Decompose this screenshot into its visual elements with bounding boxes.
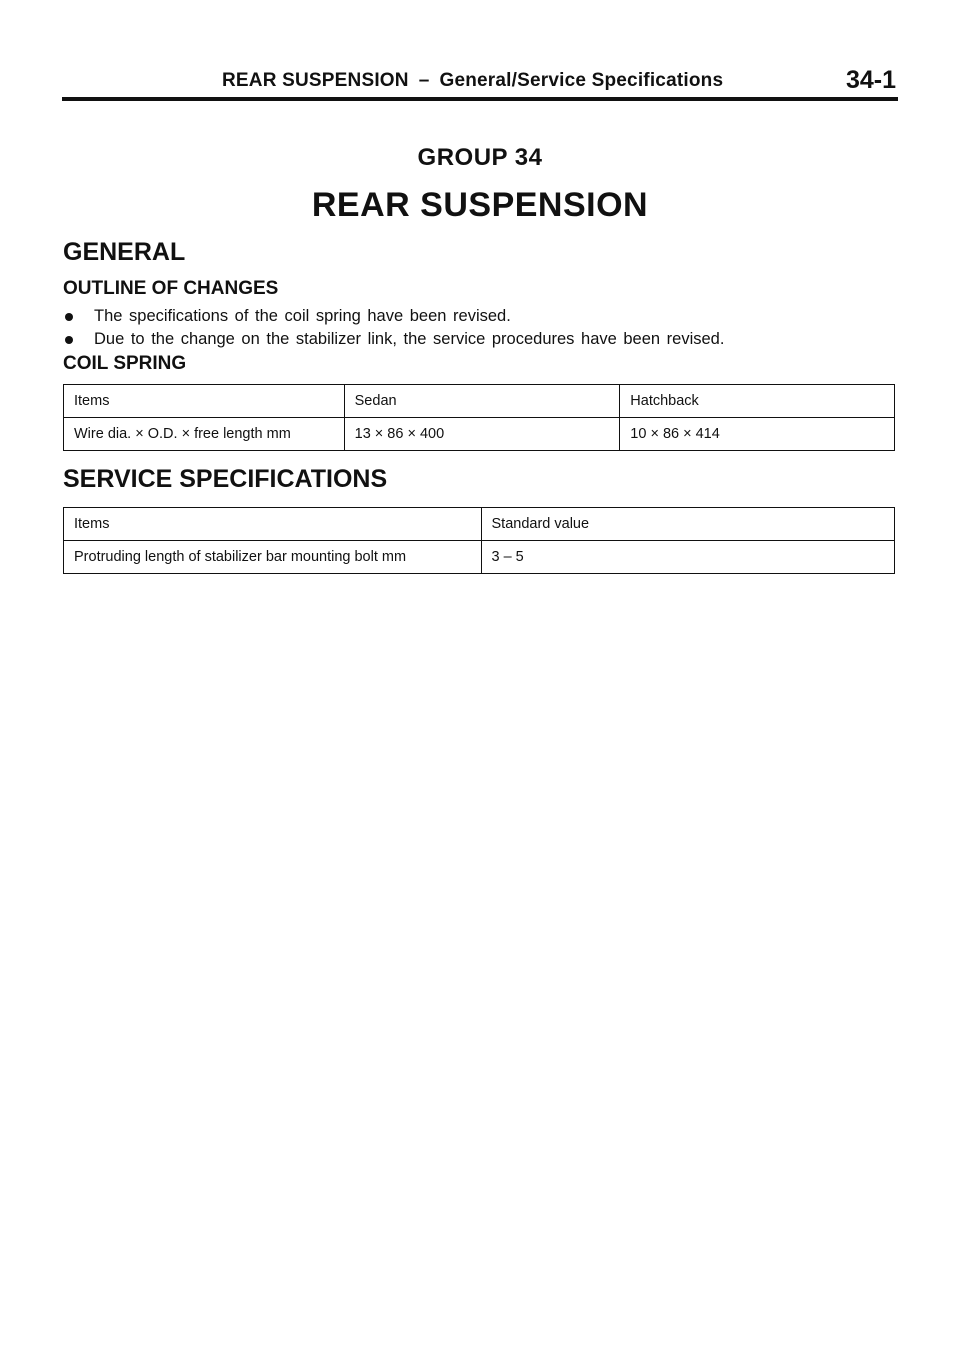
column-header: Items <box>64 508 482 541</box>
bullet-dot-icon <box>65 313 73 321</box>
column-header: Sedan <box>344 385 620 418</box>
outline-bullet-list <box>63 305 724 351</box>
header-section: REAR SUSPENSION <box>222 70 409 91</box>
column-header: Hatchback <box>620 385 895 418</box>
service-specifications-table <box>63 507 895 574</box>
group-title: REAR SUSPENSION <box>311 186 649 224</box>
table-header-row <box>64 385 895 418</box>
table-cell: 10 × 86 × 414 <box>620 418 895 451</box>
table-header-row <box>64 508 895 541</box>
table-row <box>64 418 895 451</box>
general-heading: GENERAL <box>63 238 186 266</box>
outline-bullet <box>63 328 724 351</box>
header-rule <box>62 97 898 101</box>
outline-bullet <box>63 305 724 328</box>
table-row <box>64 541 895 574</box>
header-subsection: General/Service Specifications <box>439 70 724 91</box>
group-label: GROUP 34 <box>417 144 543 171</box>
table-cell: 3 – 5 <box>481 541 895 574</box>
column-header: Standard value <box>481 508 895 541</box>
header-dash: – <box>418 70 430 91</box>
coil-spring-heading: COIL SPRING <box>63 353 187 374</box>
running-header <box>62 66 898 98</box>
bullet-dot-icon <box>65 336 73 344</box>
table-cell: Protruding length of stabilizer bar mounting bolt mm <box>64 541 482 574</box>
service-specifications-heading: SERVICE SPECIFICATIONS <box>63 465 388 493</box>
outline-heading: OUTLINE OF CHANGES <box>63 278 279 299</box>
bullet-text: Due to the change on the stabilizer link, the service procedures have been revised. <box>94 330 725 348</box>
table-cell: 13 × 86 × 400 <box>344 418 620 451</box>
column-header: Items <box>64 385 345 418</box>
page-number: 34-1 <box>845 66 896 94</box>
coil-spring-table <box>63 384 895 451</box>
table-cell: Wire dia. × O.D. × free length mm <box>64 418 345 451</box>
bullet-text: The specifications of the coil spring have been revised. <box>94 307 511 325</box>
running-header-title <box>222 70 723 92</box>
